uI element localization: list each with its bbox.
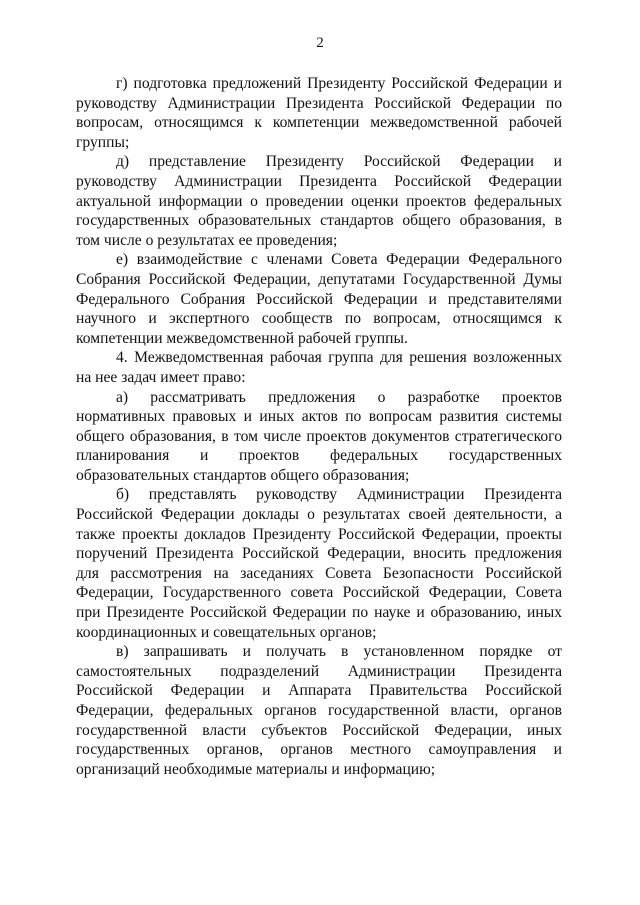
document-body: [76, 74, 562, 779]
paragraph-4: 4. Межведомственная рабочая группа для решения возложенных на нее задач имеет право:: [76, 349, 562, 386]
paragraph-v: в) запрашивать и получать в установленном порядке от самостоятельных подразделений Администрации Президента Российской Федерации и Аппарата Правительства Российской Федерации, федеральных органов государственной власти, органов государственной власти субъектов Российской Федерации, иных государственных органов, органов местного самоуправления и организаций необходимые материалы и информацию;: [76, 643, 562, 778]
paragraph-a: а) рассматривать предложения о разработке проектов нормативных правовых и иных актов по вопросам развития системы общего образования, в том числе проектов документов стратегического планирования и проектов федеральных государственных образовательных стандартов общего образования;: [76, 388, 562, 484]
page-number: 2: [316, 35, 324, 51]
paragraph-g: г) подготовка предложений Президенту Российской Федерации и руководству Администрации Президента Российской Федерации по вопросам, относящимся к компетенции межведомственной рабочей группы;: [76, 75, 562, 151]
paragraph-e: е) взаимодействие с членами Совета Федерации Федерального Собрания Российской Федерации, депутатами Государственной Думы Федерального Собрания Российской Федерации и представителями научного и экспертного сообществ по вопросам, относящимся к компетенции межведомственной рабочей группы.: [76, 251, 562, 347]
paragraph-b: б) представлять руководству Администрации Президента Российской Федерации доклады о результатах своей деятельности, а также проекты докладов Президенту Российской Федерации, проекты поручений Президента Российской Федерации, вносить предложения для рассмотрения на заседаниях Совета Безопасности Российской Федерации, Государственного совета Российской Федерации, Совета при Президенте Российской Федерации по науке и образованию, иных координационных и совещательных органов;: [76, 486, 562, 641]
paragraph-d: д) представление Президенту Российской Федерации и руководству Администрации Президента Российской Федерации актуальной информации о проведении оценки проектов федеральных государственных образовательных стандартов общего образования, в том числе о результатах ее проведения;: [76, 153, 562, 249]
